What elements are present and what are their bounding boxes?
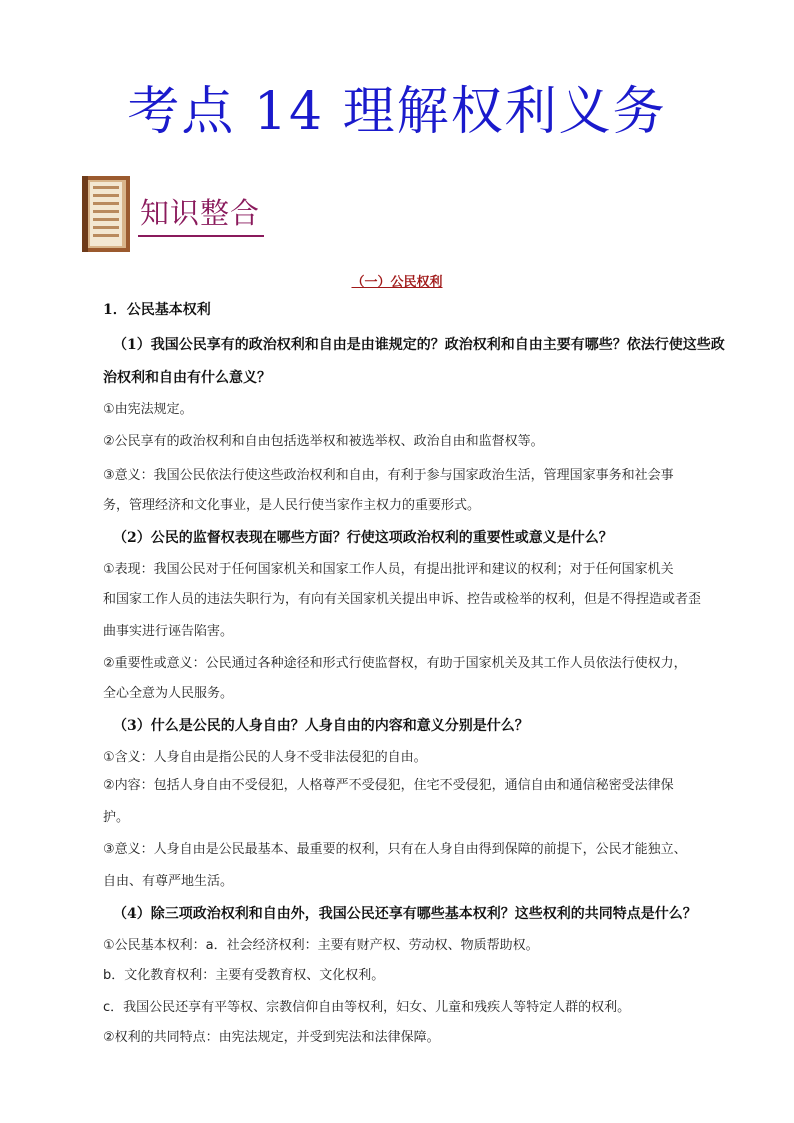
question-line: （2）公民的监督权表现在哪些方面？行使这项政治权利的重要性或意义是什么？ <box>113 530 613 546</box>
section-heading: （一）公民权利 <box>351 275 443 290</box>
paragraph-line: 和国家工作人员的违法失职行为，有向有关国家机关提出申诉、控告或检举的权利，但是不得捏造或者歪 <box>103 592 702 607</box>
paragraph-line: ②内容：包括人身自由不受侵犯，人格尊严不受侵犯，住宅不受侵犯，通信自由和通信秘密受法律保 <box>103 778 674 793</box>
paragraph-line: 曲事实进行诬告陷害。 <box>103 624 234 639</box>
paragraph-line: ①由宪法规定。 <box>103 402 193 417</box>
paragraph-line: 自由、有尊严地生活。 <box>103 874 234 889</box>
paragraph-line: ③意义：人身自由是公民最基本、最重要的权利，只有在人身自由得到保障的前提下，公民才能独立、 <box>103 842 687 857</box>
paragraph-line: ①公民基本权利：a．社会经济权利：主要有财产权、劳动权、物质帮助权。 <box>103 938 539 953</box>
paragraph-line: ②公民享有的政治权利和自由包括选举权和被选举权、政治自由和监督权等。 <box>103 434 544 449</box>
paragraph-line: c．我国公民还享有平等权、宗教信仰自由等权利，妇女、儿童和残疾人等特定人群的权利。 <box>103 1000 631 1015</box>
paragraph-line: 护。 <box>103 810 130 825</box>
badge-label: 知识整合 <box>140 196 261 230</box>
document-title: 考点 14 理解权利义务 <box>127 82 667 142</box>
question-line: 治权利和自由有什么意义？ <box>103 370 271 386</box>
paragraph-line: 全心全意为人民服务。 <box>103 686 234 701</box>
heading-1: 1．公民基本权利 <box>103 302 211 318</box>
paragraph-line: ③意义：我国公民依法行使这些政治权利和自由，有利于参与国家政治生活，管理国家事务和社会事 <box>103 468 674 483</box>
question-line: （1）我国公民享有的政治权利和自由是由谁规定的？政治权利和自由主要有哪些？依法行使这些政 <box>113 337 725 353</box>
badge-underline <box>138 235 264 237</box>
paragraph-line: ②权利的共同特点：由宪法规定，并受到宪法和法律保障。 <box>103 1030 440 1045</box>
paragraph-line: ①含义：人身自由是指公民的人身不受非法侵犯的自由。 <box>103 750 427 765</box>
paragraph-line: ①表现：我国公民对于任何国家机关和国家工作人员，有提出批评和建议的权利；对于任何国家机关 <box>103 562 674 577</box>
question-line: （3）什么是公民的人身自由？人身自由的内容和意义分别是什么？ <box>113 718 529 734</box>
question-line: （4）除三项政治权利和自由外，我国公民还享有哪些基本权利？这些权利的共同特点是什么？ <box>113 906 697 922</box>
paragraph-line: 务，管理经济和文化事业，是人民行使当家作主权力的重要形式。 <box>103 498 481 513</box>
paragraph-line: ②重要性或意义：公民通过各种途径和形式行使监督权，有助于国家机关及其工作人员依法行使权力， <box>103 656 687 671</box>
paragraph-line: b．文化教育权利：主要有受教育权、文化权利。 <box>103 968 385 983</box>
